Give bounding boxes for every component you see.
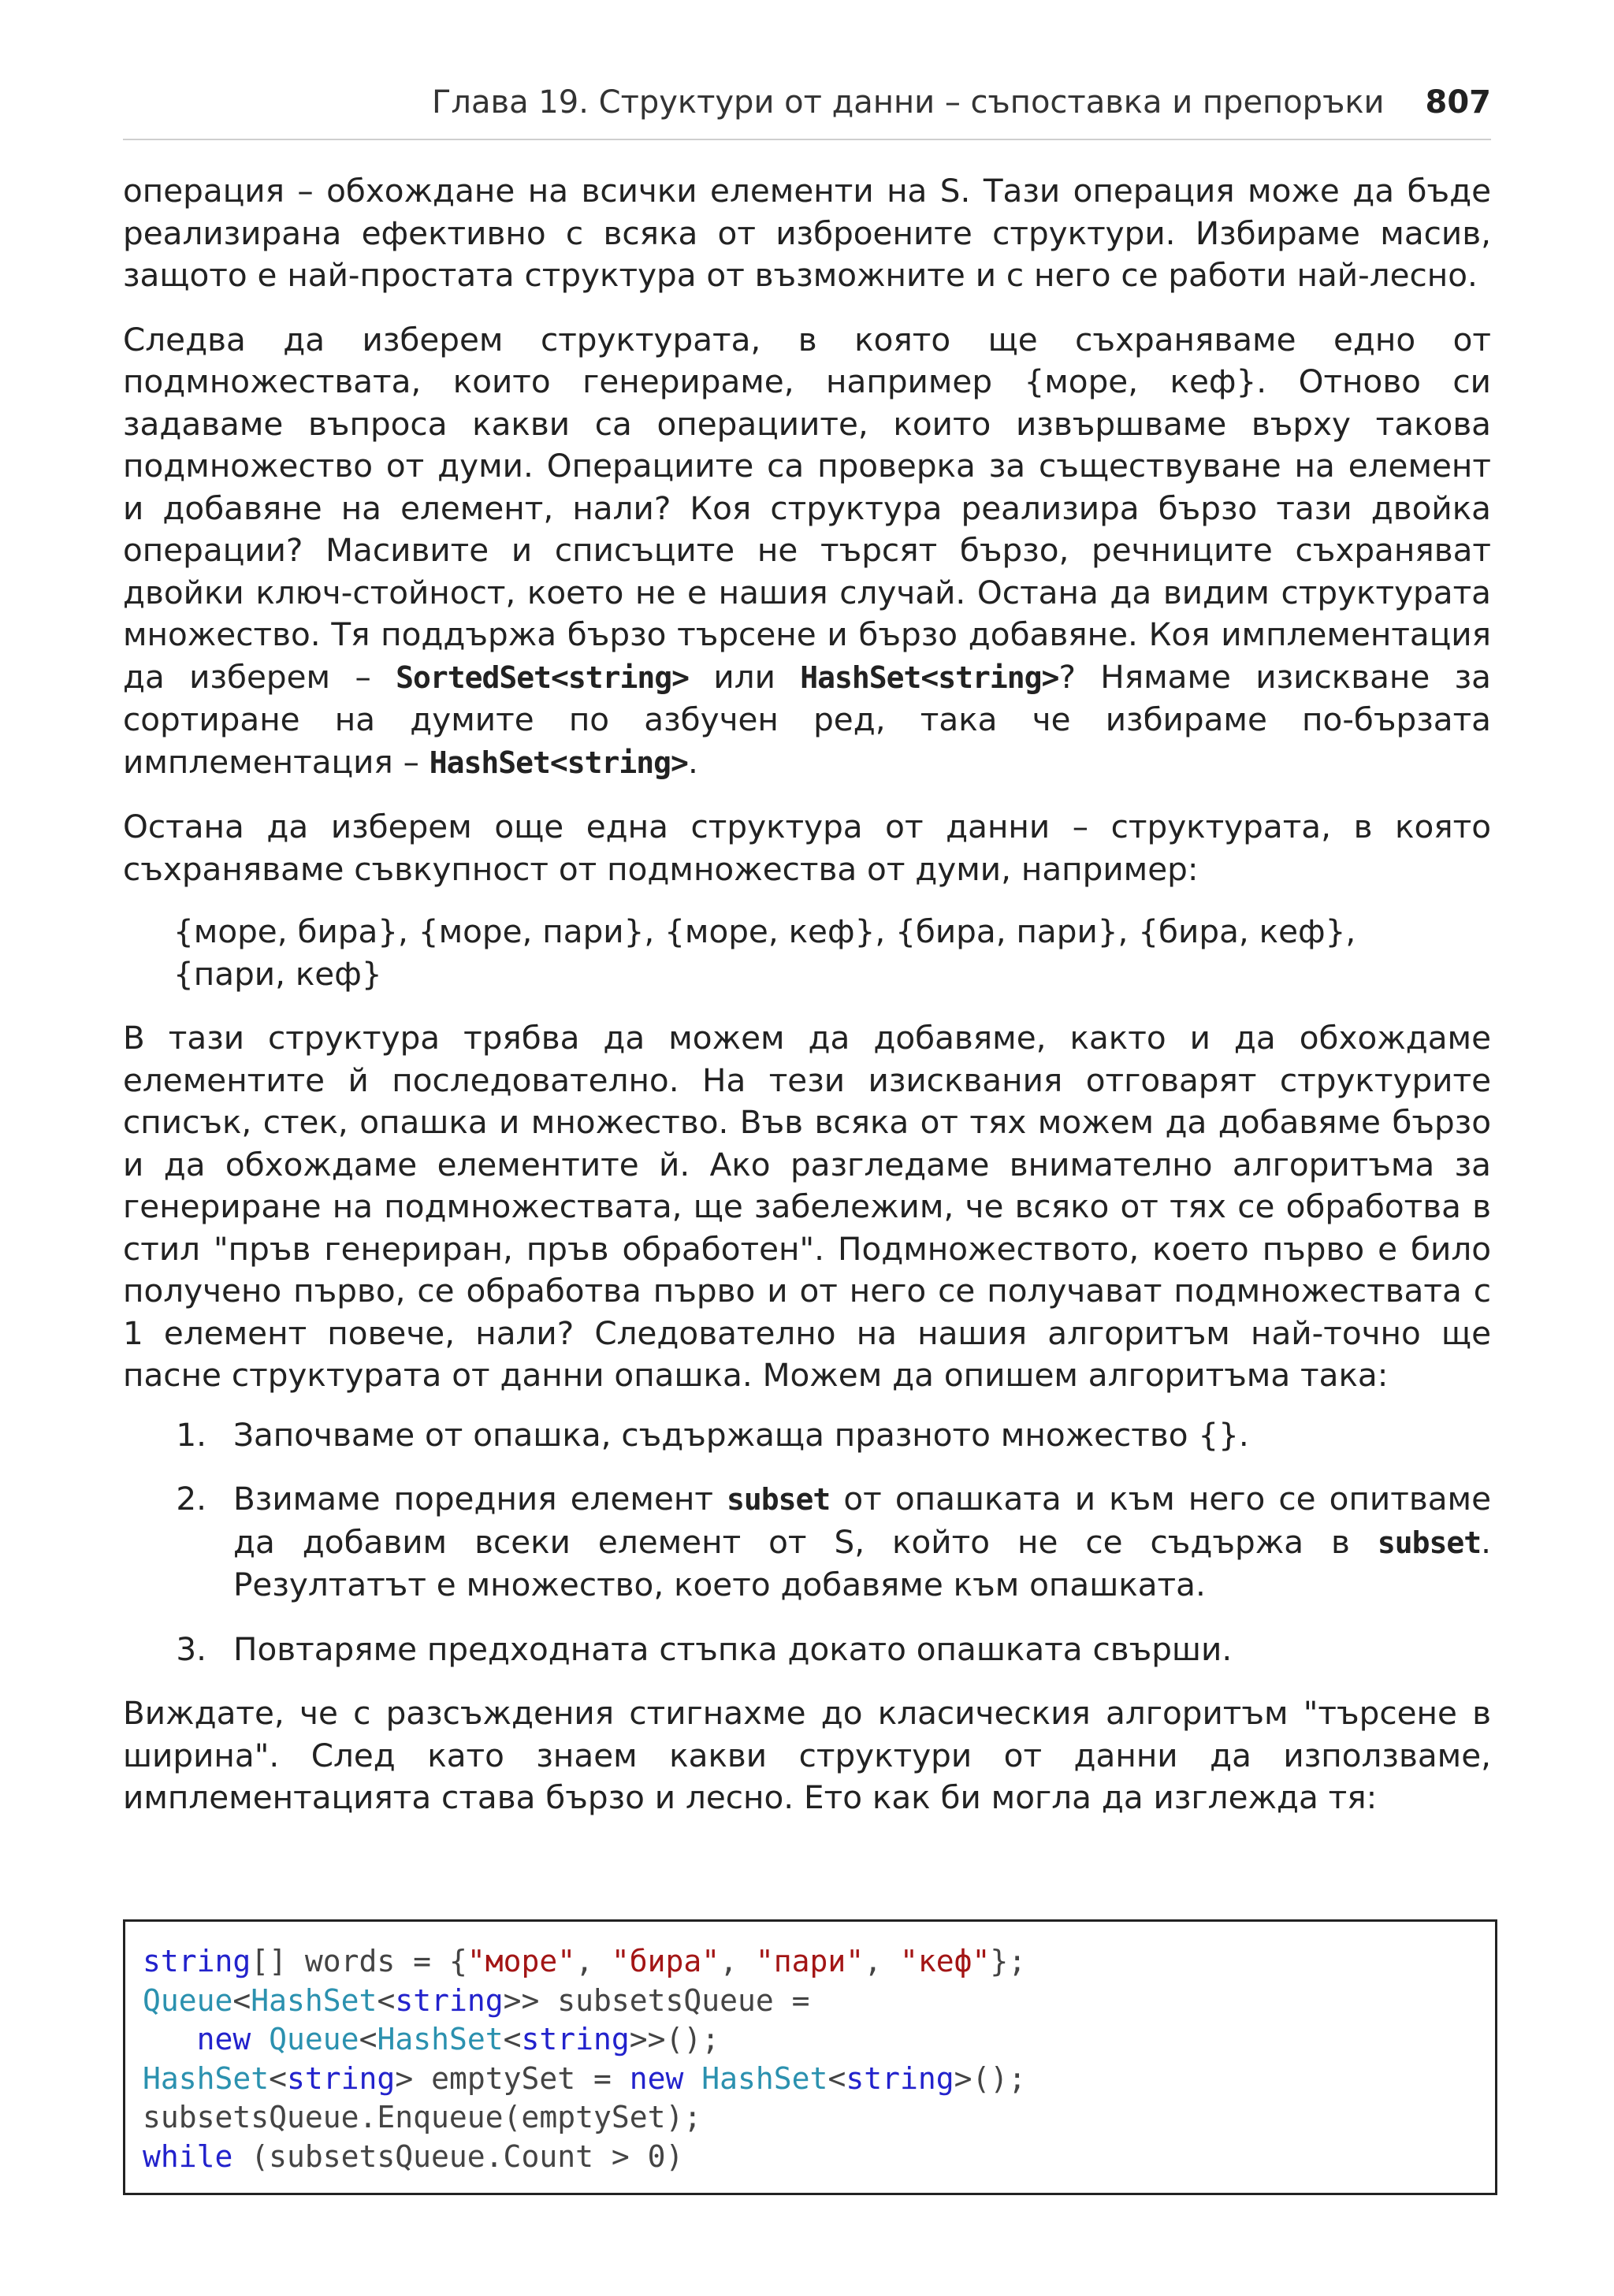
code-token: }; [990, 1944, 1027, 1978]
code-type: HashSet [377, 2022, 504, 2056]
code-token: subsetsQueue.Enqueue(emptySet); [143, 2100, 702, 2134]
code-string: "пари" [755, 1944, 865, 1978]
step-1-text: Започваме от опашка, съдържаща празното множество {}. [233, 1415, 1249, 1454]
body-text [123, 170, 1491, 1819]
code-token [683, 2061, 701, 2096]
inline-code-subset: subset [727, 1482, 831, 1517]
code-listing [123, 1919, 1497, 2195]
code-token: < [377, 1982, 396, 2018]
subsets-example [123, 911, 1491, 995]
code-token: >(); [954, 2060, 1027, 2096]
paragraph-2-text-d: . [687, 742, 698, 781]
step-2-text-b: от опашката и към него се опитваме да добавим всеки елемент от S, който не се съдържа в [233, 1480, 1492, 1561]
code-type: Queue [143, 1982, 233, 2018]
code-token: < [503, 2022, 522, 2056]
code-keyword: string [287, 2060, 396, 2096]
code-line-6 [143, 2138, 1495, 2177]
code-token: , [720, 1944, 756, 1978]
code-token: < [359, 2022, 377, 2056]
code-line-3 [143, 2020, 1495, 2060]
code-token: string [143, 1944, 251, 1978]
code-type: HashSet [251, 1982, 377, 2018]
code-line-1 [143, 1942, 1495, 1982]
step-3 [123, 1629, 1491, 1671]
subsets-line-2: {пари, кеф} [173, 954, 382, 993]
code-string: "бира" [611, 1944, 720, 1978]
paragraph-1: операция – обхождане на всички елементи на S. Тази операция може да бъде реализирана ефективно с всяка от изброените структури. Избираме масив, защото е най-простата структура от възможните и с него се работи най-лесно. [123, 172, 1491, 294]
step-2 [123, 1478, 1491, 1607]
algorithm-steps [123, 1414, 1491, 1671]
code-line-5 [143, 2098, 1495, 2138]
code-keyword: string [521, 2022, 630, 2056]
code-line-4 [143, 2060, 1495, 2099]
step-number: 1. [176, 1415, 206, 1454]
step-number: 3. [176, 1629, 206, 1668]
step-number: 2. [176, 1480, 206, 1518]
paragraph-4: В тази структура трябва да можем да добавяме, както и да обхождаме елементите й последователно. На тези изисквания отговарят структурите списък, стек, опашка и множество. Във всяка от тях можем да добавяме бързо и да обхождаме елементите й. Ако разгледаме внимателно алгоритъма за генериране на подмножествата, ще забележим, че всяко от тях се обработва в стил "пръв генериран, пръв обработен". Подмножеството, което първо е било получено първо, се обработва първо и от него се получават подмножествата с 1 елемент повече, нали? Следователно на нашия алгоритъм най-точно ще пасне структурата от данни опашка. Можем да опишем алгоритъма така: [123, 1019, 1491, 1394]
code-line-2 [143, 1982, 1495, 2021]
code-keyword: new [629, 2060, 684, 2096]
step-3-text: Повтаряме предходната стъпка докато опашката свърши. [233, 1629, 1233, 1668]
code-keyword: string [395, 1982, 504, 2018]
code-token: >> subsetsQueue = [503, 1982, 810, 2018]
code-keyword: string [846, 2060, 954, 2096]
code-token: < [232, 1982, 251, 2018]
subsets-line-1: {море, бира}, {море, пари}, {море, кеф}, {бира, пари}, {бира, кеф}, [173, 912, 1356, 950]
code-token: >>(); [629, 2022, 720, 2056]
code-token: , [864, 1944, 900, 1978]
step-2-text [233, 1478, 1491, 1607]
chapter-title: Глава 19. Структури от данни – съпоставка и препоръки [432, 84, 1385, 121]
code-token: , [575, 1944, 612, 1978]
paragraph-2 [123, 319, 1491, 785]
paragraph-2-text-a: Следва да изберем структурата, в която ще съхраняваме едно от подмножествата, които генерираме, например {море, кеф}. Отново си задаваме въпроса какви са операциите, които извършваме върху такова подмножество от думи. Операциите са проверка за съществуване на елемент и добавяне на елемент, нали? Коя структура реализира бързо тази двойка операции? Масивите и списъците не търсят бързо, речниците съхраняват двойки ключ-стойност, което не е нашия случай. Остана да видим структурата множество. Тя поддържа бързо търсене и бързо добавяне. Коя имплементация да изберем – [123, 320, 1491, 696]
inline-code-subset-2: subset [1377, 1525, 1482, 1560]
code-type: HashSet [143, 2060, 270, 2096]
inline-code-hashset-2: HashSet<string> [429, 745, 688, 780]
code-keyword: while [143, 2138, 233, 2174]
running-header [432, 79, 1491, 126]
code-token: < [827, 2060, 846, 2096]
code-token: (subsetsQueue.Count > 0) [232, 2138, 684, 2174]
code-token: [] words = { [251, 1944, 467, 1978]
step-2-text-a: Взимаме поредния елемент [233, 1480, 727, 1518]
paragraph-2-text-b: или [689, 657, 801, 696]
paragraph-5: Виждате, че с разсъждения стигнахме до класическия алгоритъм "търсене в ширина". След като знаем какви структури от данни да използваме, имплементацията става бързо и лесно. Ето как би могла да изглежда тя: [123, 1694, 1491, 1816]
step-2-text-c: . Резултатът е множество, което добавяме към опашката. [233, 1522, 1491, 1603]
paragraph-2-text-c: ? Нямаме изискване за сортиране на думите по азбучен ред, така че избираме по-бързата имплементация – [123, 657, 1492, 781]
code-type: Queue [269, 2022, 359, 2056]
code-string: "море" [467, 1944, 576, 1978]
code-type: HashSet [701, 2060, 828, 2096]
header-rule [123, 139, 1491, 140]
paragraph-3: Остана да изберем още една структура от данни – структурата, в която съхраняваме съвкупност от подмножества от думи, например: [123, 808, 1491, 888]
code-token: < [269, 2060, 288, 2096]
code-token [251, 2022, 269, 2056]
code-token: > emptySet = [395, 2060, 630, 2096]
code-keyword: new [196, 2022, 251, 2056]
inline-code-sortedset: SortedSet<string> [396, 659, 690, 695]
step-1 [123, 1414, 1491, 1457]
page-number: 807 [1425, 84, 1491, 121]
inline-code-hashset: HashSet<string> [800, 659, 1059, 695]
code-string: "кеф" [899, 1944, 991, 1978]
code-indent [143, 2022, 197, 2056]
